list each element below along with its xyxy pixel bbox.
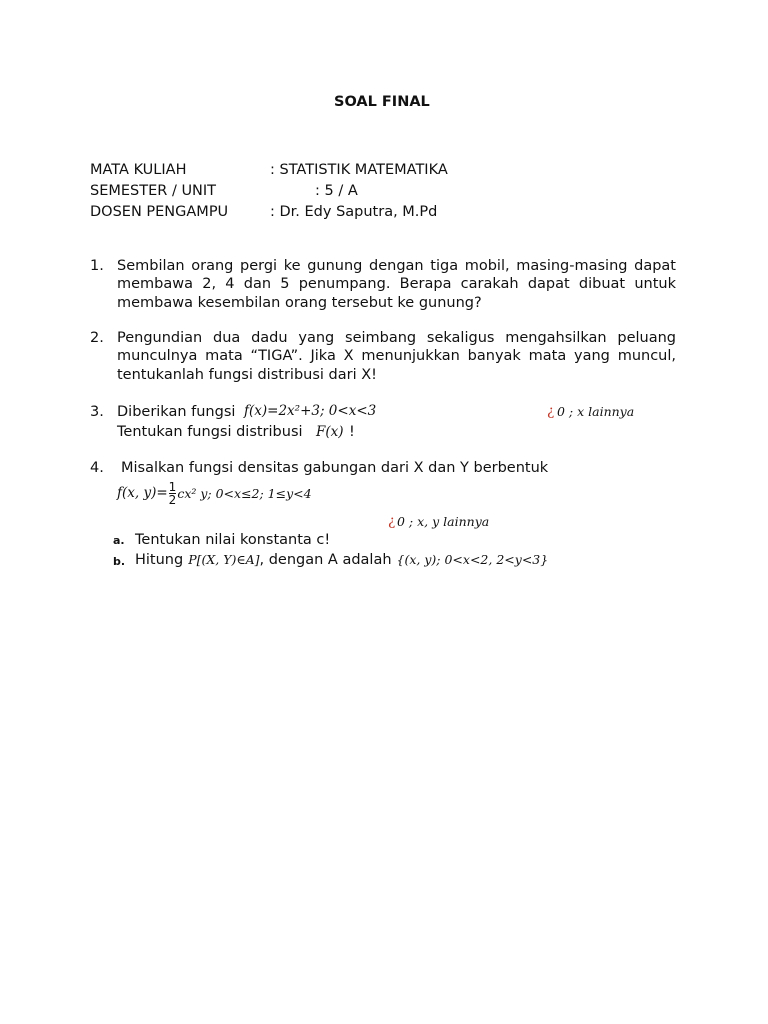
subitem-b-text-mid: , dengan A adalah [259, 552, 392, 568]
header-label-lecturer: DOSEN PENGAMPU [90, 204, 229, 220]
question-2-number: 2. [90, 330, 104, 346]
question-4-case: 0 ; x, y lainnya [397, 514, 490, 529]
subitem-b-line [135, 551, 548, 569]
question-4-text: Misalkan fungsi densitas gabungan dari X dan Y berbentuk [121, 460, 549, 476]
question-3-line2-end: ! [349, 424, 355, 440]
question-1-number: 1. [90, 258, 104, 274]
question-4-number: 4. [90, 460, 104, 476]
header-value-lecturer: : Dr. Edy Saputra, M.Pd [270, 204, 438, 220]
question-3-line1-text: Diberikan fungsi [117, 404, 236, 420]
header-value-semester: : 5 / A [315, 183, 358, 199]
fraction-numerator: 1 [168, 479, 177, 494]
header-label-course: MATA KULIAH [90, 162, 187, 178]
question-3-case: 0 ; x lainnya [557, 404, 635, 419]
subitem-b-formula-1: P[(X, Y)∈A] [188, 552, 260, 567]
page-title: SOAL FINAL [334, 94, 430, 110]
question-3-case-mark: ¿ [547, 403, 555, 419]
subitem-b-formula-2: {(x, y); 0<x<2, 2<y<3} [396, 552, 549, 567]
subitem-b-label: b. [113, 555, 126, 568]
question-4-fraction [169, 481, 177, 506]
question-3-number: 3. [90, 404, 104, 420]
question-4-formula [117, 478, 312, 508]
header-label-semester: SEMESTER / UNIT [90, 183, 217, 199]
header-value-course: : STATISTIK MATEMATIKA [270, 162, 448, 178]
subitem-a-label: a. [113, 534, 125, 547]
question-4-formula-right: cx² y; 0<x≤2; 1≤y<4 [177, 485, 312, 501]
question-3-formula: f(x)=2x²+3; 0<x<3 [244, 403, 377, 419]
subitem-a-text: Tentukan nilai konstanta c! [135, 532, 331, 548]
question-1-text: Sembilan orang pergi ke gunung dengan tiga mobil, masing-masing dapat membawa 2, 4 dan 5 penumpang. Berapa carakah dapat dibuat untuk membawa kesembilan orang tersebut ke gunung? [117, 258, 676, 311]
question-4-case-mark: ¿ [388, 513, 396, 529]
question-4-formula-left: f(x, y)= [117, 485, 168, 501]
fraction-denominator: 2 [168, 492, 177, 507]
subitem-b-text-before: Hitung [135, 552, 184, 568]
question-2-text: Pengundian dua dadu yang seimbang sekaligus mengahsilkan peluang munculnya mata “TIGA”. Jika X menunjukkan banyak mata yang muncul, tentukanlah fungsi distribusi dari X! [117, 330, 676, 383]
question-3-line2-formula: F(x) [316, 424, 344, 440]
question-3-line2-text: Tentukan fungsi distribusi [117, 424, 303, 440]
